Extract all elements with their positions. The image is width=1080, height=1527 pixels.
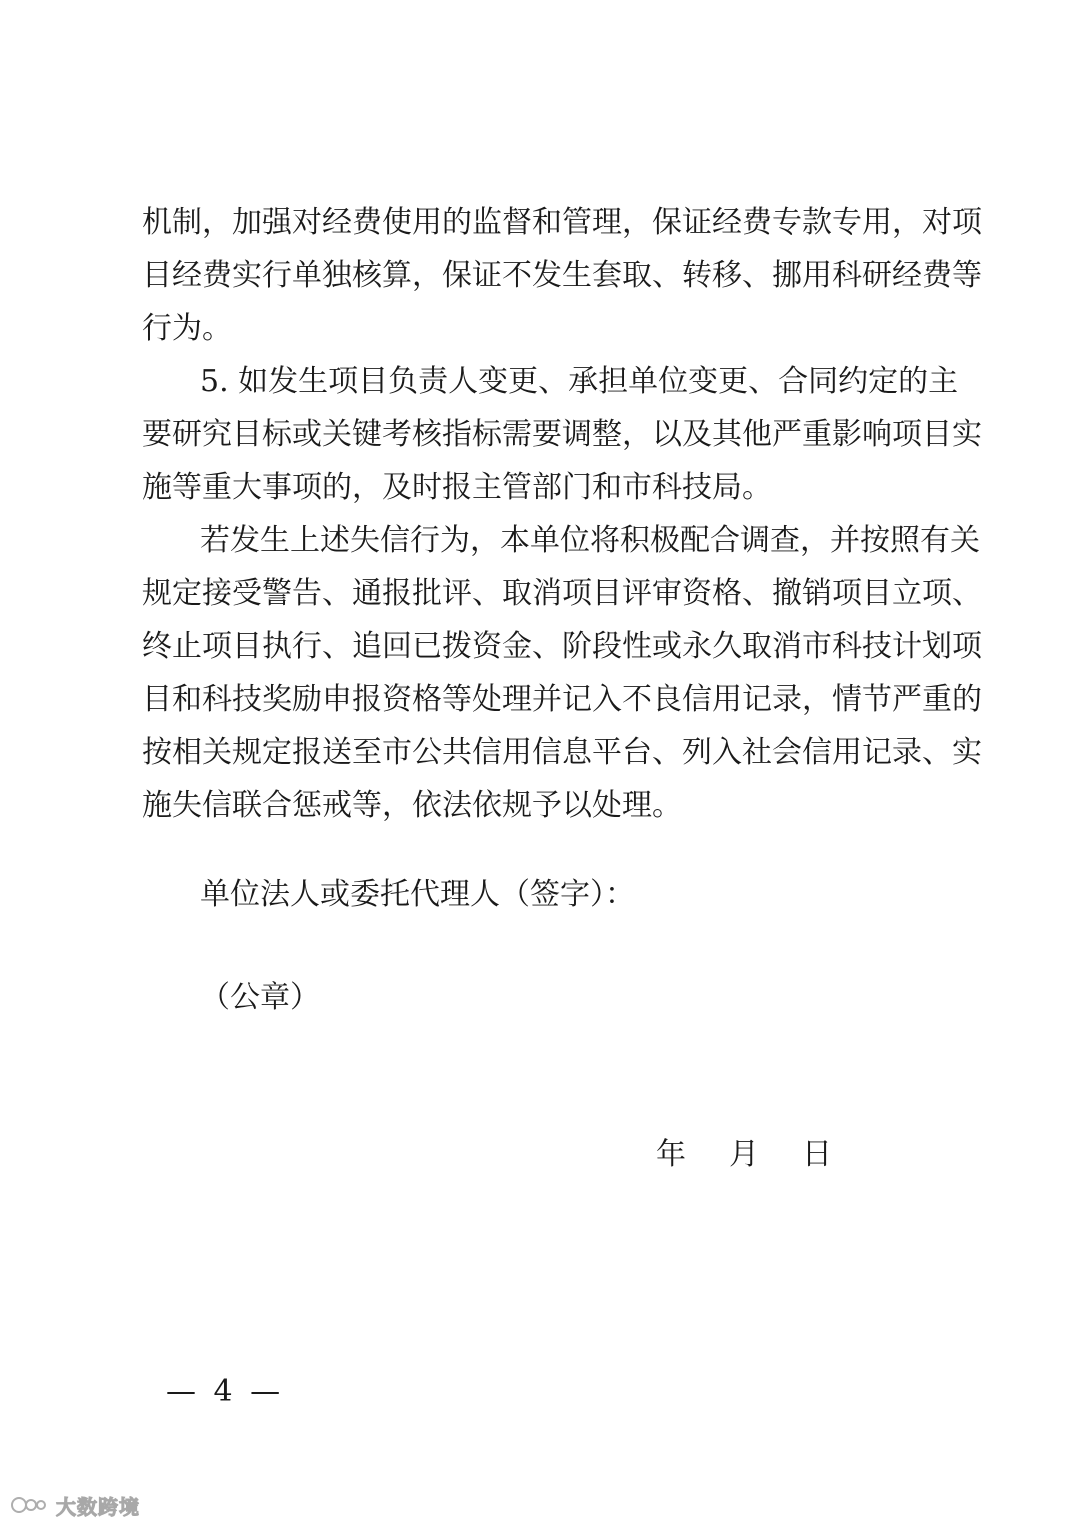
signature-label: 单位法人或委托代理人（签字）：: [200, 877, 635, 912]
body-line-9: 终止项目执行、追回已拨资金、阶段性或永久取消市科技计划项: [142, 629, 982, 664]
body-line-5: 要研究目标或关键考核指标需要调整，以及其他严重影响项目实: [142, 417, 982, 452]
body-line-3: 行为。: [142, 311, 232, 346]
date-year: 年: [656, 1137, 686, 1172]
body-line-6: 施等重大事项的，及时报主管部门和市科技局。: [142, 470, 772, 505]
body-line-2: 目经费实行单独核算，保证不发生套取、转移、挪用科研经费等: [142, 258, 982, 293]
body-line-12: 施失信联合惩戒等，依法依规予以处理。: [142, 788, 682, 823]
body-line-11: 按相关规定报送至市公共信用信息平台、列入社会信用记录、实: [142, 735, 982, 770]
page-number: — 4 —: [166, 1374, 285, 1409]
body-line-10: 目和科技奖励申报资格等处理并记入不良信用记录，情节严重的: [142, 682, 982, 717]
body-line-8: 规定接受警告、通报批评、取消项目评审资格、撤销项目立项、: [142, 576, 982, 611]
date-month: 月: [729, 1137, 759, 1172]
watermark: [10, 1490, 140, 1520]
watermark-logo-icon: [10, 1494, 50, 1516]
seal-label: （公章）: [200, 980, 320, 1015]
body-line-1: 机制，加强对经费使用的监督和管理，保证经费专款专用，对项: [142, 205, 982, 240]
date-day: 日: [802, 1137, 832, 1172]
body-line-4: 5. 如发生项目负责人变更、承担单位变更、合同约定的主: [200, 364, 959, 399]
body-line-7: 若发生上述失信行为，本单位将积极配合调查，并按照有关: [200, 523, 980, 558]
watermark-text: 大数跨境: [56, 1494, 140, 1519]
